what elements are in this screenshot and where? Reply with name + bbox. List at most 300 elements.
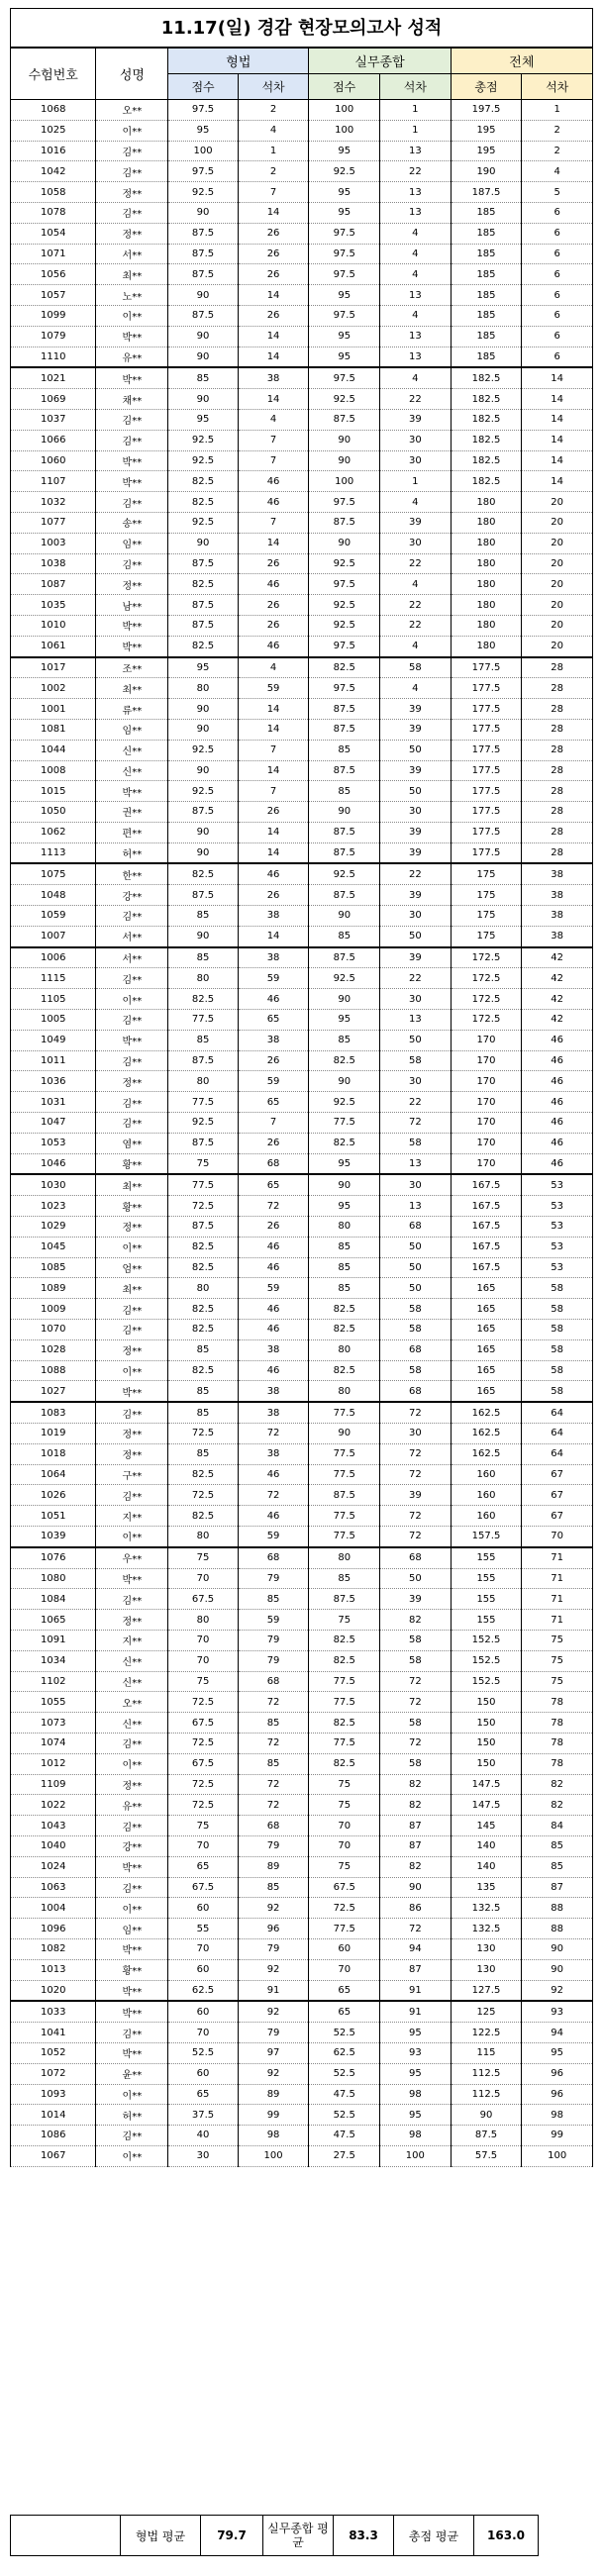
cell-practical-rank: 13	[380, 202, 452, 223]
cell-total-rank: 53	[522, 1196, 593, 1217]
cell-criminal-score: 92.5	[168, 1113, 238, 1134]
cell-practical-score: 77.5	[309, 1506, 380, 1527]
cell-practical-score: 82.5	[309, 1650, 380, 1671]
cell-practical-rank: 58	[380, 1753, 452, 1774]
cell-practical-rank: 86	[380, 1898, 452, 1919]
cell-practical-rank: 58	[380, 1320, 452, 1340]
page-title: 11.17(일) 경감 현장모의고사 성적	[10, 8, 593, 48]
cell-practical-rank: 95	[380, 2105, 452, 2126]
cell-exam-no: 1012	[11, 1753, 96, 1774]
cell-practical-score: 92.5	[309, 553, 380, 574]
cell-exam-no: 1036	[11, 1071, 96, 1092]
cell-exam-no: 1071	[11, 244, 96, 264]
cell-total-rank: 28	[522, 740, 593, 760]
cell-criminal-rank: 14	[238, 842, 309, 863]
cell-total-score: 180	[451, 595, 522, 616]
cell-name: 김**	[96, 161, 168, 182]
cell-criminal-score: 85	[168, 1030, 238, 1050]
cell-criminal-rank: 96	[238, 1919, 309, 1939]
cell-total-score: 155	[451, 1589, 522, 1610]
cell-exam-no: 1054	[11, 223, 96, 244]
cell-practical-rank: 22	[380, 1092, 452, 1113]
cell-exam-no: 1056	[11, 264, 96, 285]
cell-criminal-score: 87.5	[168, 1217, 238, 1238]
cell-criminal-score: 75	[168, 1671, 238, 1692]
cell-practical-score: 85	[309, 1278, 380, 1299]
cell-name: 황**	[96, 1196, 168, 1217]
cell-criminal-score: 82.5	[168, 1360, 238, 1381]
cell-practical-score: 95	[309, 1153, 380, 1174]
cell-total-rank: 78	[522, 1713, 593, 1734]
cell-total-rank: 46	[522, 1030, 593, 1050]
cell-practical-score: 97.5	[309, 264, 380, 285]
cell-practical-score: 100	[309, 120, 380, 141]
table-row	[11, 1816, 593, 1836]
table-row	[11, 1856, 593, 1877]
cell-total-score: 147.5	[451, 1774, 522, 1795]
cell-exam-no: 1082	[11, 1938, 96, 1959]
cell-criminal-rank: 14	[238, 389, 309, 410]
cell-criminal-score: 92.5	[168, 430, 238, 450]
table-row	[11, 760, 593, 781]
cell-total-score: 130	[451, 1959, 522, 1980]
cell-total-score: 182.5	[451, 471, 522, 492]
cell-practical-rank: 30	[380, 1174, 452, 1195]
cell-criminal-rank: 14	[238, 202, 309, 223]
table-row	[11, 1320, 593, 1340]
cell-practical-rank: 13	[380, 347, 452, 367]
cell-practical-score: 85	[309, 1568, 380, 1589]
cell-practical-rank: 68	[380, 1217, 452, 1238]
cell-practical-rank: 22	[380, 615, 452, 636]
cell-practical-rank: 94	[380, 1938, 452, 1959]
cell-exam-no: 1067	[11, 2145, 96, 2166]
cell-total-score: 90	[451, 2105, 522, 2126]
cell-exam-no: 1061	[11, 636, 96, 656]
cell-name: 김**	[96, 1299, 168, 1320]
cell-criminal-rank: 79	[238, 1650, 309, 1671]
cell-practical-score: 75	[309, 1610, 380, 1631]
cell-total-rank: 46	[522, 1092, 593, 1113]
cell-total-score: 167.5	[451, 1174, 522, 1195]
cell-total-score: 170	[451, 1050, 522, 1071]
cell-total-score: 182.5	[451, 389, 522, 410]
cell-criminal-score: 82.5	[168, 1257, 238, 1278]
table-row	[11, 1464, 593, 1485]
cell-practical-score: 65	[309, 2001, 380, 2022]
cell-exam-no: 1019	[11, 1424, 96, 1444]
cell-total-rank: 6	[522, 305, 593, 326]
cell-total-rank: 71	[522, 1547, 593, 1568]
cell-total-rank: 67	[522, 1506, 593, 1527]
cell-total-score: 152.5	[451, 1650, 522, 1671]
table-row	[11, 1835, 593, 1856]
cell-criminal-rank: 7	[238, 1113, 309, 1134]
cell-name: 박**	[96, 636, 168, 656]
table-row	[11, 1360, 593, 1381]
cell-name: 황**	[96, 1153, 168, 1174]
cell-practical-score: 77.5	[309, 1733, 380, 1753]
cell-criminal-score: 90	[168, 326, 238, 347]
cell-criminal-rank: 2	[238, 161, 309, 182]
table-row	[11, 595, 593, 616]
cell-total-rank: 6	[522, 223, 593, 244]
cell-name: 최**	[96, 1278, 168, 1299]
cell-total-rank: 53	[522, 1237, 593, 1257]
cell-total-score: 162.5	[451, 1424, 522, 1444]
cell-criminal-score: 72.5	[168, 1733, 238, 1753]
cell-total-score: 160	[451, 1485, 522, 1506]
table-row	[11, 1278, 593, 1299]
cell-total-score: 162.5	[451, 1402, 522, 1423]
cell-practical-score: 77.5	[309, 1526, 380, 1546]
cell-exam-no: 1032	[11, 492, 96, 513]
cell-total-rank: 28	[522, 822, 593, 842]
cell-total-score: 190	[451, 161, 522, 182]
cell-criminal-rank: 26	[238, 802, 309, 823]
cell-exam-no: 1026	[11, 1485, 96, 1506]
cell-criminal-rank: 46	[238, 636, 309, 656]
cell-name: 정**	[96, 1424, 168, 1444]
cell-total-score: 167.5	[451, 1196, 522, 1217]
cell-practical-score: 85	[309, 1030, 380, 1050]
cell-criminal-score: 95	[168, 120, 238, 141]
cell-practical-rank: 95	[380, 2023, 452, 2043]
cell-practical-score: 92.5	[309, 615, 380, 636]
cell-total-score: 170	[451, 1030, 522, 1050]
cell-criminal-score: 75	[168, 1816, 238, 1836]
cell-criminal-rank: 26	[238, 553, 309, 574]
cell-exam-no: 1087	[11, 574, 96, 595]
cell-total-rank: 6	[522, 285, 593, 306]
cell-criminal-rank: 46	[238, 1299, 309, 1320]
table-row	[11, 1671, 593, 1692]
cell-practical-score: 85	[309, 926, 380, 946]
cell-criminal-rank: 59	[238, 1071, 309, 1092]
cell-exam-no: 1047	[11, 1113, 96, 1134]
cell-criminal-rank: 65	[238, 1092, 309, 1113]
cell-exam-no: 1043	[11, 1816, 96, 1836]
cell-practical-rank: 22	[380, 863, 452, 884]
cell-exam-no: 1083	[11, 1402, 96, 1423]
cell-criminal-rank: 4	[238, 409, 309, 430]
cell-name: 정**	[96, 1217, 168, 1238]
cell-practical-score: 90	[309, 1174, 380, 1195]
table-row	[11, 347, 593, 367]
cell-exam-no: 1074	[11, 1733, 96, 1753]
cell-total-rank: 14	[522, 389, 593, 410]
cell-practical-score: 82.5	[309, 1320, 380, 1340]
cell-practical-rank: 91	[380, 2001, 452, 2022]
cell-total-score: 185	[451, 305, 522, 326]
cell-total-rank: 78	[522, 1692, 593, 1713]
cell-practical-rank: 1	[380, 120, 452, 141]
cell-criminal-rank: 46	[238, 492, 309, 513]
cell-exam-no: 1018	[11, 1443, 96, 1464]
table-row	[11, 244, 593, 264]
table-row	[11, 2126, 593, 2146]
cell-total-rank: 42	[522, 1010, 593, 1031]
cell-criminal-score: 90	[168, 533, 238, 553]
cell-total-score: 180	[451, 553, 522, 574]
cell-practical-score: 90	[309, 802, 380, 823]
cell-criminal-rank: 14	[238, 926, 309, 946]
cell-total-rank: 82	[522, 1795, 593, 1816]
cell-total-rank: 14	[522, 409, 593, 430]
summary-table	[10, 2515, 539, 2556]
cell-criminal-score: 70	[168, 1650, 238, 1671]
cell-criminal-score: 72.5	[168, 1424, 238, 1444]
cell-exam-no: 1076	[11, 1547, 96, 1568]
cell-total-score: 180	[451, 512, 522, 533]
cell-total-score: 135	[451, 1877, 522, 1898]
table-row	[11, 326, 593, 347]
cell-total-rank: 28	[522, 678, 593, 699]
cell-total-score: 177.5	[451, 740, 522, 760]
cell-practical-rank: 58	[380, 657, 452, 678]
cell-criminal-rank: 38	[238, 1339, 309, 1360]
col-name: 성명	[96, 49, 168, 100]
cell-criminal-rank: 46	[238, 1320, 309, 1340]
cell-practical-rank: 68	[380, 1547, 452, 1568]
cell-criminal-rank: 7	[238, 450, 309, 471]
table-row	[11, 1630, 593, 1650]
cell-practical-score: 82.5	[309, 1299, 380, 1320]
cell-name: 박**	[96, 450, 168, 471]
cell-criminal-rank: 14	[238, 719, 309, 740]
cell-exam-no: 1009	[11, 1299, 96, 1320]
cell-total-score: 175	[451, 926, 522, 946]
cell-practical-rank: 58	[380, 1299, 452, 1320]
cell-practical-rank: 39	[380, 1485, 452, 1506]
cell-total-score: 182.5	[451, 430, 522, 450]
cell-exam-no: 1080	[11, 1568, 96, 1589]
cell-criminal-score: 90	[168, 842, 238, 863]
cell-criminal-score: 30	[168, 2145, 238, 2166]
cell-exam-no: 1085	[11, 1257, 96, 1278]
cell-criminal-rank: 14	[238, 285, 309, 306]
cell-criminal-rank: 26	[238, 1133, 309, 1153]
cell-criminal-score: 92.5	[168, 781, 238, 802]
cell-criminal-score: 85	[168, 1443, 238, 1464]
table-row	[11, 1113, 593, 1134]
cell-exam-no: 1041	[11, 2023, 96, 2043]
cell-practical-rank: 82	[380, 1795, 452, 1816]
table-row	[11, 719, 593, 740]
cell-criminal-rank: 46	[238, 1237, 309, 1257]
cell-criminal-score: 72.5	[168, 1692, 238, 1713]
cell-name: 이**	[96, 1753, 168, 1774]
table-row	[11, 1692, 593, 1713]
cell-criminal-score: 60	[168, 2001, 238, 2022]
table-row	[11, 533, 593, 553]
cell-exam-no: 1035	[11, 595, 96, 616]
table-row	[11, 2001, 593, 2022]
cell-total-score: 170	[451, 1071, 522, 1092]
cell-criminal-score: 67.5	[168, 1713, 238, 1734]
table-row	[11, 1485, 593, 1506]
cell-practical-score: 87.5	[309, 512, 380, 533]
cell-practical-rank: 87	[380, 1816, 452, 1836]
cell-criminal-rank: 85	[238, 1713, 309, 1734]
cell-practical-score: 87.5	[309, 760, 380, 781]
cell-criminal-score: 90	[168, 347, 238, 367]
table-row	[11, 822, 593, 842]
cell-practical-score: 87.5	[309, 1485, 380, 1506]
table-row	[11, 1071, 593, 1092]
cell-total-score: 185	[451, 326, 522, 347]
cell-total-rank: 6	[522, 202, 593, 223]
cell-total-score: 172.5	[451, 989, 522, 1010]
table-row	[11, 1610, 593, 1631]
cell-criminal-rank: 72	[238, 1774, 309, 1795]
cell-practical-rank: 50	[380, 1568, 452, 1589]
table-row	[11, 1133, 593, 1153]
cell-name: 정**	[96, 223, 168, 244]
cell-total-score: 162.5	[451, 1443, 522, 1464]
cell-practical-rank: 22	[380, 553, 452, 574]
table-row	[11, 1339, 593, 1360]
cell-practical-score: 87.5	[309, 699, 380, 720]
cell-name: 유**	[96, 347, 168, 367]
table-row	[11, 989, 593, 1010]
col-practical-score: 점수	[309, 74, 380, 100]
cell-total-score: 177.5	[451, 657, 522, 678]
cell-name: 편**	[96, 822, 168, 842]
cell-name: 신**	[96, 1671, 168, 1692]
cell-criminal-score: 92.5	[168, 512, 238, 533]
table-row	[11, 1443, 593, 1464]
cell-total-score: 170	[451, 1133, 522, 1153]
cell-name: 박**	[96, 615, 168, 636]
cell-practical-rank: 72	[380, 1113, 452, 1134]
cell-practical-rank: 72	[380, 1526, 452, 1546]
cell-practical-score: 87.5	[309, 822, 380, 842]
table-row	[11, 1713, 593, 1734]
cell-total-rank: 87	[522, 1877, 593, 1898]
cell-criminal-rank: 65	[238, 1174, 309, 1195]
cell-criminal-score: 85	[168, 947, 238, 968]
cell-criminal-rank: 59	[238, 1278, 309, 1299]
cell-exam-no: 1107	[11, 471, 96, 492]
cell-exam-no: 1005	[11, 1010, 96, 1031]
cell-name: 김**	[96, 1485, 168, 1506]
cell-criminal-rank: 46	[238, 471, 309, 492]
table-row	[11, 1795, 593, 1816]
cell-criminal-rank: 59	[238, 1526, 309, 1546]
cell-criminal-score: 82.5	[168, 492, 238, 513]
cell-name: 김**	[96, 1877, 168, 1898]
cell-practical-score: 95	[309, 202, 380, 223]
cell-total-rank: 94	[522, 2023, 593, 2043]
cell-practical-rank: 1	[380, 100, 452, 121]
cell-total-rank: 98	[522, 2105, 593, 2126]
cell-criminal-score: 77.5	[168, 1010, 238, 1031]
cell-total-rank: 88	[522, 1919, 593, 1939]
cell-name: 서**	[96, 926, 168, 946]
cell-total-rank: 42	[522, 947, 593, 968]
cell-total-rank: 20	[522, 533, 593, 553]
cell-practical-rank: 50	[380, 1237, 452, 1257]
cell-name: 박**	[96, 326, 168, 347]
cell-name: 김**	[96, 968, 168, 989]
table-row	[11, 906, 593, 927]
cell-practical-score: 97.5	[309, 574, 380, 595]
cell-criminal-score: 40	[168, 2126, 238, 2146]
cell-criminal-score: 85	[168, 1402, 238, 1423]
cell-total-rank: 85	[522, 1835, 593, 1856]
cell-name: 최**	[96, 264, 168, 285]
cell-name: 남**	[96, 595, 168, 616]
cell-exam-no: 1105	[11, 989, 96, 1010]
cell-name: 김**	[96, 906, 168, 927]
cell-criminal-score: 80	[168, 678, 238, 699]
cell-criminal-score: 82.5	[168, 863, 238, 884]
cell-total-score: 180	[451, 615, 522, 636]
cell-total-rank: 6	[522, 244, 593, 264]
cell-criminal-score: 85	[168, 1381, 238, 1402]
cell-exam-no: 1001	[11, 699, 96, 720]
cell-practical-rank: 13	[380, 1153, 452, 1174]
cell-total-rank: 46	[522, 1133, 593, 1153]
cell-total-score: 157.5	[451, 1526, 522, 1546]
cell-total-rank: 14	[522, 471, 593, 492]
cell-total-rank: 58	[522, 1320, 593, 1340]
cell-total-rank: 1	[522, 100, 593, 121]
cell-total-rank: 28	[522, 760, 593, 781]
col-total-score: 총점	[451, 74, 522, 100]
table-row	[11, 2042, 593, 2063]
table-row	[11, 863, 593, 884]
cell-practical-score: 70	[309, 1835, 380, 1856]
cell-exam-no: 1038	[11, 553, 96, 574]
cell-criminal-rank: 7	[238, 430, 309, 450]
cell-exam-no: 1070	[11, 1320, 96, 1340]
cell-total-score: 185	[451, 347, 522, 367]
cell-total-score: 150	[451, 1753, 522, 1774]
cell-total-score: 170	[451, 1092, 522, 1113]
cell-name: 임**	[96, 533, 168, 553]
cell-total-rank: 93	[522, 2001, 593, 2022]
cell-practical-rank: 39	[380, 512, 452, 533]
cell-criminal-score: 70	[168, 1568, 238, 1589]
cell-criminal-score: 95	[168, 657, 238, 678]
cell-exam-no: 1053	[11, 1133, 96, 1153]
cell-total-rank: 78	[522, 1753, 593, 1774]
cell-practical-rank: 50	[380, 1278, 452, 1299]
cell-name: 한**	[96, 863, 168, 884]
cell-criminal-rank: 100	[238, 2145, 309, 2166]
cell-practical-score: 47.5	[309, 2084, 380, 2105]
cell-exam-no: 1031	[11, 1092, 96, 1113]
cell-practical-score: 80	[309, 1381, 380, 1402]
cell-practical-rank: 87	[380, 1835, 452, 1856]
cell-exam-no: 1048	[11, 885, 96, 906]
table-row	[11, 1733, 593, 1753]
cell-criminal-score: 82.5	[168, 1299, 238, 1320]
cell-total-score: 145	[451, 1816, 522, 1836]
cell-total-rank: 14	[522, 367, 593, 388]
cell-total-rank: 46	[522, 1113, 593, 1134]
cell-practical-score: 67.5	[309, 1877, 380, 1898]
cell-criminal-score: 97.5	[168, 161, 238, 182]
cell-practical-score: 80	[309, 1217, 380, 1238]
cell-criminal-score: 72.5	[168, 1485, 238, 1506]
table-row	[11, 120, 593, 141]
cell-practical-rank: 39	[380, 822, 452, 842]
cell-practical-rank: 4	[380, 678, 452, 699]
col-criminal-score: 점수	[168, 74, 238, 100]
